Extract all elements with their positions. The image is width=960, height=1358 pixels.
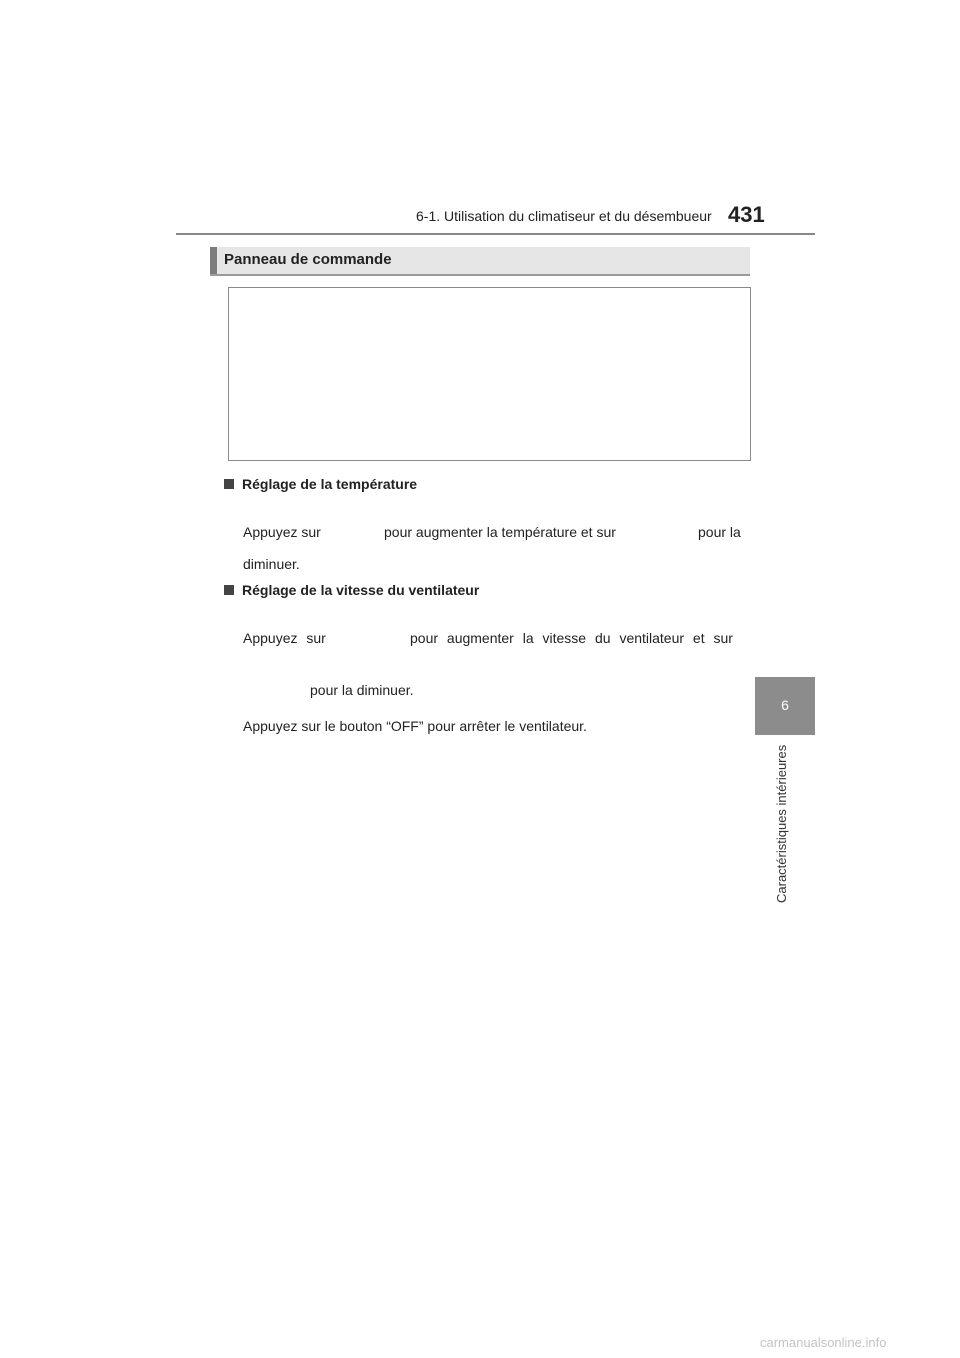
- temperature-heading: [224, 476, 417, 492]
- temperature-text-4: diminuer.: [243, 556, 300, 572]
- temperature-text-2: pour augmenter la température et sur: [384, 524, 616, 540]
- section-heading-bar: [210, 247, 750, 276]
- fan-text-3: pour la diminuer.: [310, 682, 414, 698]
- fan-text-2: pour augmenter la vitesse du ventilateur et sur: [410, 630, 733, 646]
- bullet-square-icon: [224, 479, 234, 489]
- watermark: carmanualsonline.info: [760, 1335, 887, 1350]
- temperature-text-1: Appuyez sur: [243, 524, 321, 540]
- header-rule: [176, 233, 815, 235]
- chapter-tab: [755, 677, 815, 735]
- bullet-square-icon: [224, 585, 234, 595]
- fan-text-1: Appuyez sur: [243, 630, 326, 646]
- page-number: 431: [728, 202, 765, 227]
- fan-speed-heading-text: Réglage de la vitesse du ventilateur: [242, 582, 480, 598]
- temperature-text-3: pour la: [698, 524, 741, 540]
- control-panel-figure: [228, 287, 751, 461]
- temperature-heading-text: Réglage de la température: [242, 476, 418, 492]
- chapter-tab-number: 6: [781, 697, 789, 713]
- section-marker: [210, 247, 217, 274]
- fan-speed-heading: [224, 582, 479, 598]
- chapter-title: 6-1. Utilisation du climatiseur et du désembueur: [416, 208, 712, 224]
- section-title: Panneau de commande: [224, 251, 392, 268]
- fan-text-4: Appuyez sur le bouton “OFF” pour arrêter le ventilateur.: [243, 718, 587, 734]
- chapter-side-label: Caractéristiques intérieures: [774, 745, 789, 904]
